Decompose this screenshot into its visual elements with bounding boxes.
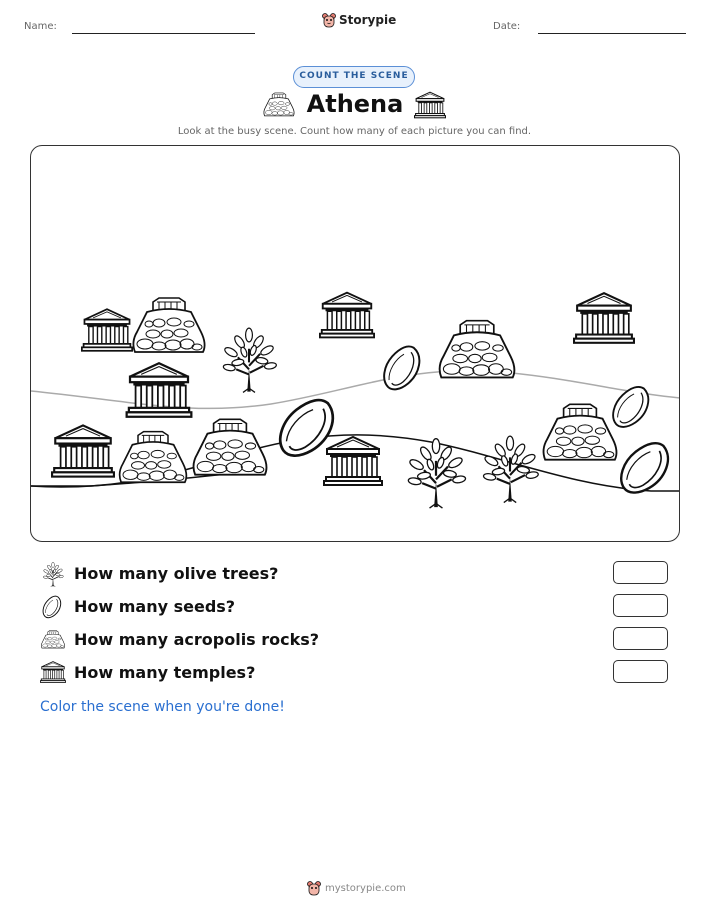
instructions: Look at the busy scene. Count how many of each picture you can find.: [177, 126, 532, 137]
acropolis-rock: [194, 419, 267, 474]
temple: [127, 363, 192, 417]
question-text: How many acropolis rocks?: [74, 630, 320, 649]
seed: [612, 434, 677, 502]
brand-logo: [322, 12, 396, 28]
name-label: Name:: [24, 21, 57, 32]
olive-tree: [408, 439, 466, 508]
footer-url[interactable]: mystorypie.com: [325, 882, 406, 894]
olive-tree-icon: [40, 561, 66, 587]
acropolis-rock: [133, 298, 204, 352]
footer: [307, 880, 406, 896]
storypie-mascot-icon: [322, 12, 336, 28]
temple-icon: [40, 660, 66, 684]
question-text: How many olive trees?: [74, 564, 279, 583]
page-title: Athena: [306, 90, 404, 118]
scene-illustration: [31, 146, 680, 542]
temple-icon: [414, 91, 446, 119]
temple: [324, 437, 382, 485]
question-text: How many seeds?: [74, 597, 236, 616]
temple: [574, 293, 634, 343]
brand-name: Storypie: [339, 13, 397, 27]
question-row: [40, 594, 680, 620]
answer-box[interactable]: [613, 561, 668, 584]
answer-box[interactable]: [613, 627, 668, 650]
olive-tree: [483, 436, 539, 502]
temple: [52, 425, 114, 476]
question-text: How many temples?: [74, 663, 256, 682]
question-row: [40, 660, 680, 686]
acropolis-rock-icon: [40, 627, 66, 651]
acropolis-rock: [120, 432, 187, 483]
olive-tree: [223, 328, 277, 392]
date-field[interactable]: [538, 33, 686, 34]
acropolis-rock: [440, 321, 515, 378]
date-label: Date:: [493, 21, 521, 32]
answer-box[interactable]: [613, 660, 668, 683]
busy-scene: [30, 145, 680, 542]
answer-box[interactable]: [613, 594, 668, 617]
question-row: [40, 627, 680, 653]
seed: [377, 340, 426, 396]
activity-badge: COUNT THE SCENE: [293, 66, 415, 88]
storypie-mascot-icon: [307, 880, 321, 896]
coloring-note: Color the scene when you're done!: [40, 699, 285, 715]
seed-icon: [40, 594, 64, 620]
question-row: [40, 561, 680, 587]
temple: [82, 309, 132, 351]
temple: [320, 293, 374, 338]
acropolis-rock: [544, 404, 617, 459]
back-hill-line: [31, 371, 680, 409]
name-field[interactable]: [72, 33, 255, 34]
